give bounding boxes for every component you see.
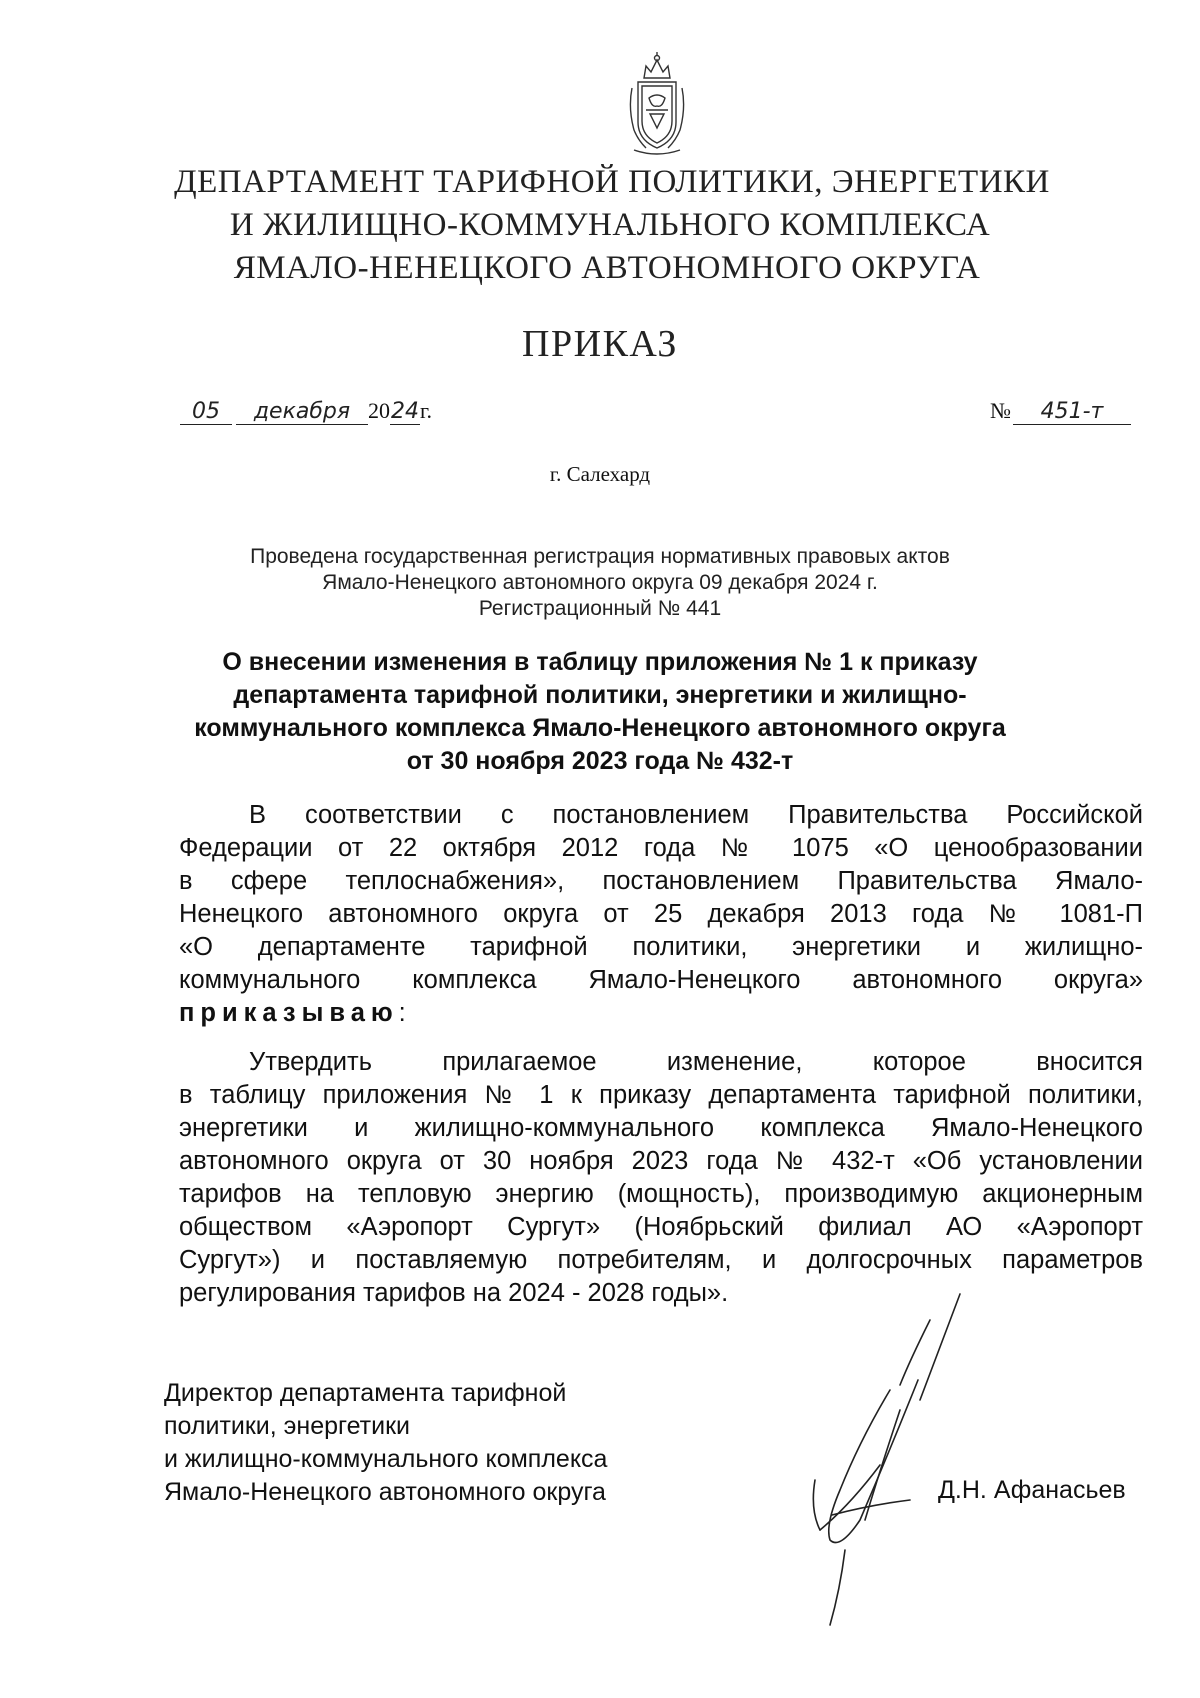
resolution-line: Сургут») и поставляемую потребителям, и долгосрочных параметров [179,1246,1143,1274]
preamble-paragraph [179,799,1143,1030]
order-date [180,398,432,425]
resolution-line: обществом «Аэропорт Сургут» (Ноябрьский филиал АО «Аэропорт [179,1213,1143,1241]
order-word-punct: : [398,999,406,1027]
handwritten-signature [770,1290,970,1630]
issue-city: г. Салехард [549,462,651,486]
signatory-position [164,1377,607,1509]
order-word: приказываю [179,999,399,1027]
subject-line-2: департамента тарифной политики, энергетики и жилищно- [233,681,967,709]
order-word-line [179,997,1143,1030]
position-line-4: Ямало-Ненецкого автономного округа [164,1478,606,1506]
preamble-line: коммунального комплекса Ямало-Ненецкого автономного округа» [179,966,1143,994]
resolution-paragraph [179,1046,1143,1310]
order-number [990,398,1131,425]
preamble-line: в сфере теплоснабжения», постановлением Правительства Ямало- [179,867,1143,895]
resolution-line: в таблицу приложения № 1 к приказу департамента тарифной политики, [179,1081,1143,1109]
resolution-line: автономного округа от 30 ноября 2023 года № 432-т «Об установлении [179,1147,1143,1175]
order-date-year-prefix: 20 [368,398,390,423]
registration-line-1: Проведена государственная регистрация нормативных правовых актов [250,545,950,568]
department-name-line-1: ДЕПАРТАМЕНТ ТАРИФНОЙ ПОЛИТИКИ, ЭНЕРГЕТИКИ [174,164,1050,200]
resolution-line: регулирования тарифов на 2024 - 2028 годы». [179,1279,729,1307]
order-number-value: 451-т [1013,400,1131,425]
preamble-line: Федерации от 22 октября 2012 года № 1075 «О ценообразовании [179,834,1143,862]
position-line-3: и жилищно-коммунального комплекса [164,1445,608,1473]
order-number-label: № [990,398,1011,423]
position-line-2: политики, энергетики [164,1412,410,1440]
order-date-day: 05 [180,400,232,425]
preamble-line: В соответствии с постановлением Правительства Российской [249,801,1143,829]
registration-note [0,544,1200,622]
preamble-line: «О департаменте тарифной политики, энергетики и жилищно- [179,933,1143,961]
document-type-title: ПРИКАЗ [522,323,678,365]
resolution-line: энергетики и жилищно-коммунального комплекса Ямало-Ненецкого [179,1114,1143,1142]
signatory-name: Д.Н. Афанасьев [938,1476,1126,1504]
resolution-line: тарифов на тепловую энергию (мощность), производимую акционерным [179,1180,1143,1208]
department-name-line-2: И ЖИЛИЩНО-КОММУНАЛЬНОГО КОМПЛЕКСА [229,207,991,243]
order-date-year-mark: г. [420,398,433,423]
resolution-line: Утвердить прилагаемое изменение, которое вносится [249,1048,1143,1076]
subject-line-3: коммунального комплекса Ямало-Ненецкого автономного округа [194,714,1006,742]
order-subject [0,646,1200,778]
registration-line-3: Регистрационный № 441 [478,597,722,620]
subject-line-4: от 30 ноября 2023 года № 432-т [406,747,794,775]
position-line-1: Директор департамента тарифной [164,1379,567,1407]
department-name-line-3: ЯМАЛО-НЕНЕЦКОГО АВТОНОМНОГО ОКРУГА [233,250,981,286]
preamble-line: Ненецкого автономного округа от 25 декабря 2013 года № 1081-П [179,900,1143,928]
order-date-year-suffix: 24 [391,399,419,424]
coat-of-arms-icon [624,48,690,158]
registration-line-2: Ямало-Ненецкого автономного округа 09 декабря 2024 г. [322,571,878,594]
subject-line-1: О внесении изменения в таблицу приложения № 1 к приказу [222,648,978,676]
order-date-month: декабря [236,400,368,425]
